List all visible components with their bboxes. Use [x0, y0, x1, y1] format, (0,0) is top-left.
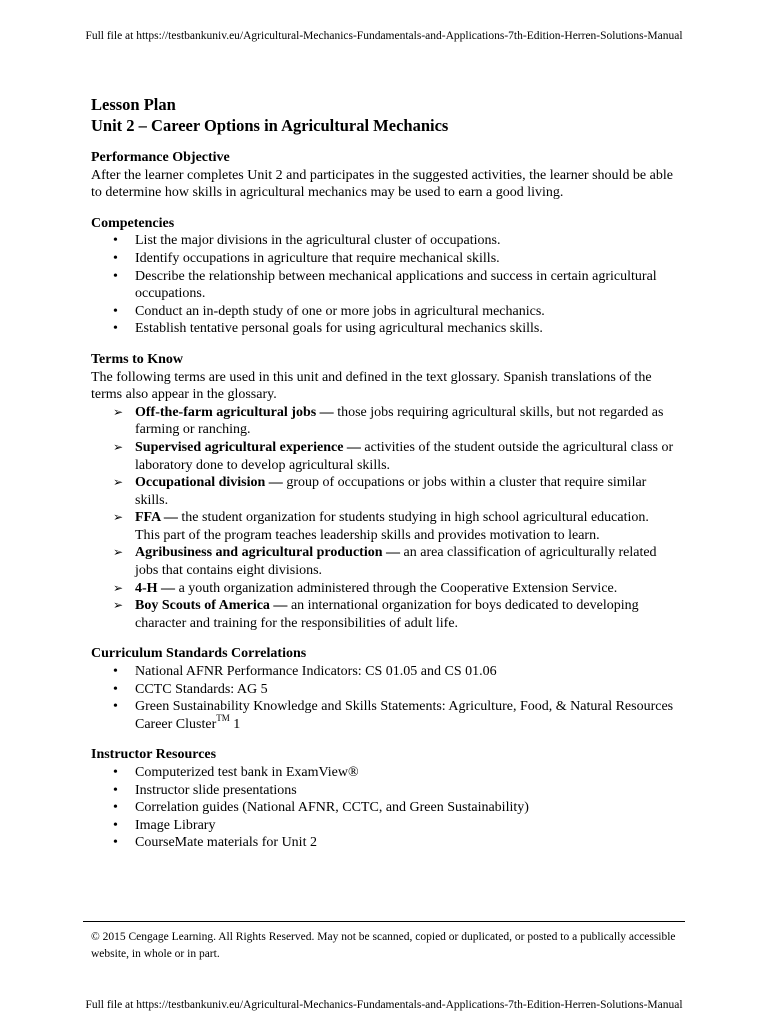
list-item: • Correlation guides (National AFNR, CCTC, and Green Sustainability): [91, 799, 677, 817]
arrowhead-bullet-icon: ➢: [113, 404, 124, 419]
term-item: [91, 597, 677, 632]
term-name: FFA —: [135, 510, 178, 526]
terms-section: [91, 351, 677, 633]
list-item: • Identify occupations in agriculture that require mechanical skills.: [91, 250, 677, 268]
term-item: [91, 474, 677, 509]
list-item: • Establish tentative personal goals for using agricultural mechanics skills.: [91, 320, 677, 338]
resources-list: [91, 764, 677, 852]
section-heading: Instructor Resources: [91, 747, 217, 763]
list-item: • Image Library: [91, 817, 677, 835]
list-item: [91, 698, 677, 733]
terms-intro: The following terms are used in this unit and defined in the text glossary. Spanish translations of the terms also appear in the glossary.: [91, 369, 652, 403]
term-name: Agribusiness and agricultural production —: [135, 545, 401, 561]
title-line-1: Lesson Plan: [91, 95, 176, 114]
term-name: Off-the-farm agricultural jobs —: [135, 404, 334, 420]
list-item: • Instructor slide presentations: [91, 782, 677, 800]
term-definition: a youth organization administered through the Cooperative Extension Service.: [175, 580, 618, 596]
arrowhead-bullet-icon: ➢: [113, 475, 124, 490]
trademark-mark: TM: [216, 713, 230, 724]
copyright-notice: © 2015 Cengage Learning. All Rights Reserved. May not be scanned, copied or duplicated, or posted to a publically accessible website, in whole or in part.: [91, 931, 676, 960]
arrowhead-bullet-icon: ➢: [113, 545, 124, 560]
lesson-plan-body: [91, 94, 677, 852]
term-item: [91, 404, 677, 439]
footer-divider: [83, 921, 685, 922]
list-item: • Describe the relationship between mechanical applications and success in certain agricultural occupations.: [91, 268, 677, 303]
list-item: • CourseMate materials for Unit 2: [91, 834, 677, 852]
standards-list: [91, 663, 677, 733]
performance-objective-section: [91, 149, 677, 202]
term-item: [91, 509, 677, 544]
term-definition: an international organization for boys dedicated to developing character and training for the responsibilities of adult life.: [135, 598, 639, 631]
arrowhead-bullet-icon: ➢: [113, 510, 124, 525]
objective-text: After the learner completes Unit 2 and participates in the suggested activities, the learner should be able to determine how skills in agricultural mechanics may be used to earn a good living.: [91, 167, 673, 201]
term-item: [91, 544, 677, 579]
footer-banner: Full file at https://testbankuniv.eu/Agricultural-Mechanics-Fundamentals-and-Applications-7th-Edition-Herren-Solutions-Manual: [85, 999, 683, 1011]
term-name: Boy Scouts of America —: [135, 598, 288, 614]
section-heading: Terms to Know: [91, 351, 184, 367]
list-item: • CCTC Standards: AG 5: [91, 681, 677, 699]
term-name: Supervised agricultural experience —: [135, 439, 361, 455]
standard-number: 1: [229, 716, 241, 732]
resources-section: [91, 746, 677, 852]
arrowhead-bullet-icon: ➢: [113, 580, 124, 595]
terms-list: [91, 404, 677, 633]
term-definition: group of occupations or jobs within a cluster that require similar skills.: [135, 475, 647, 508]
list-item: • Computerized test bank in ExamView®: [91, 764, 677, 782]
term-definition: an area classification of agriculturally related jobs that contains eight divisions.: [135, 545, 657, 579]
header-banner: Full file at https://testbankuniv.eu/Agricultural-Mechanics-Fundamentals-and-Applications-7th-Edition-Herren-Solutions-Manual: [85, 30, 683, 42]
arrowhead-bullet-icon: ➢: [113, 598, 124, 613]
section-heading: Competencies: [91, 215, 175, 231]
term-definition: the student organization for students studying in high school agricultural education. This part of the program teaches leadership skills and provides motivation to learn.: [135, 510, 649, 543]
term-name: 4-H —: [135, 580, 176, 596]
list-item: • List the major divisions in the agricultural cluster of occupations.: [91, 232, 677, 250]
list-item: • Conduct an in-depth study of one or more jobs in agricultural mechanics.: [91, 303, 677, 321]
title-line-2: Unit 2 – Career Options in Agricultural Mechanics: [91, 116, 449, 135]
term-item: [91, 439, 677, 474]
term-definition: activities of the student outside the agricultural class or laboratory done to develop agricultural skills.: [135, 439, 674, 473]
list-item: • National AFNR Performance Indicators: CS 01.05 and CS 01.06: [91, 663, 677, 681]
term-definition: those jobs requiring agricultural skills, but not regarded as farming or ranching.: [135, 404, 664, 438]
arrowhead-bullet-icon: ➢: [113, 439, 124, 454]
section-heading: Performance Objective: [91, 150, 230, 165]
term-item: [91, 580, 677, 598]
standards-section: [91, 645, 677, 733]
competencies-list: [91, 232, 677, 338]
section-heading: Curriculum Standards Correlations: [91, 646, 307, 662]
term-name: Occupational division —: [135, 475, 283, 491]
standard-text: Green Sustainability Knowledge and Skills Statements: Agriculture, Food, & Natural Resources Career Cluster: [135, 699, 674, 732]
competencies-section: [91, 215, 677, 338]
